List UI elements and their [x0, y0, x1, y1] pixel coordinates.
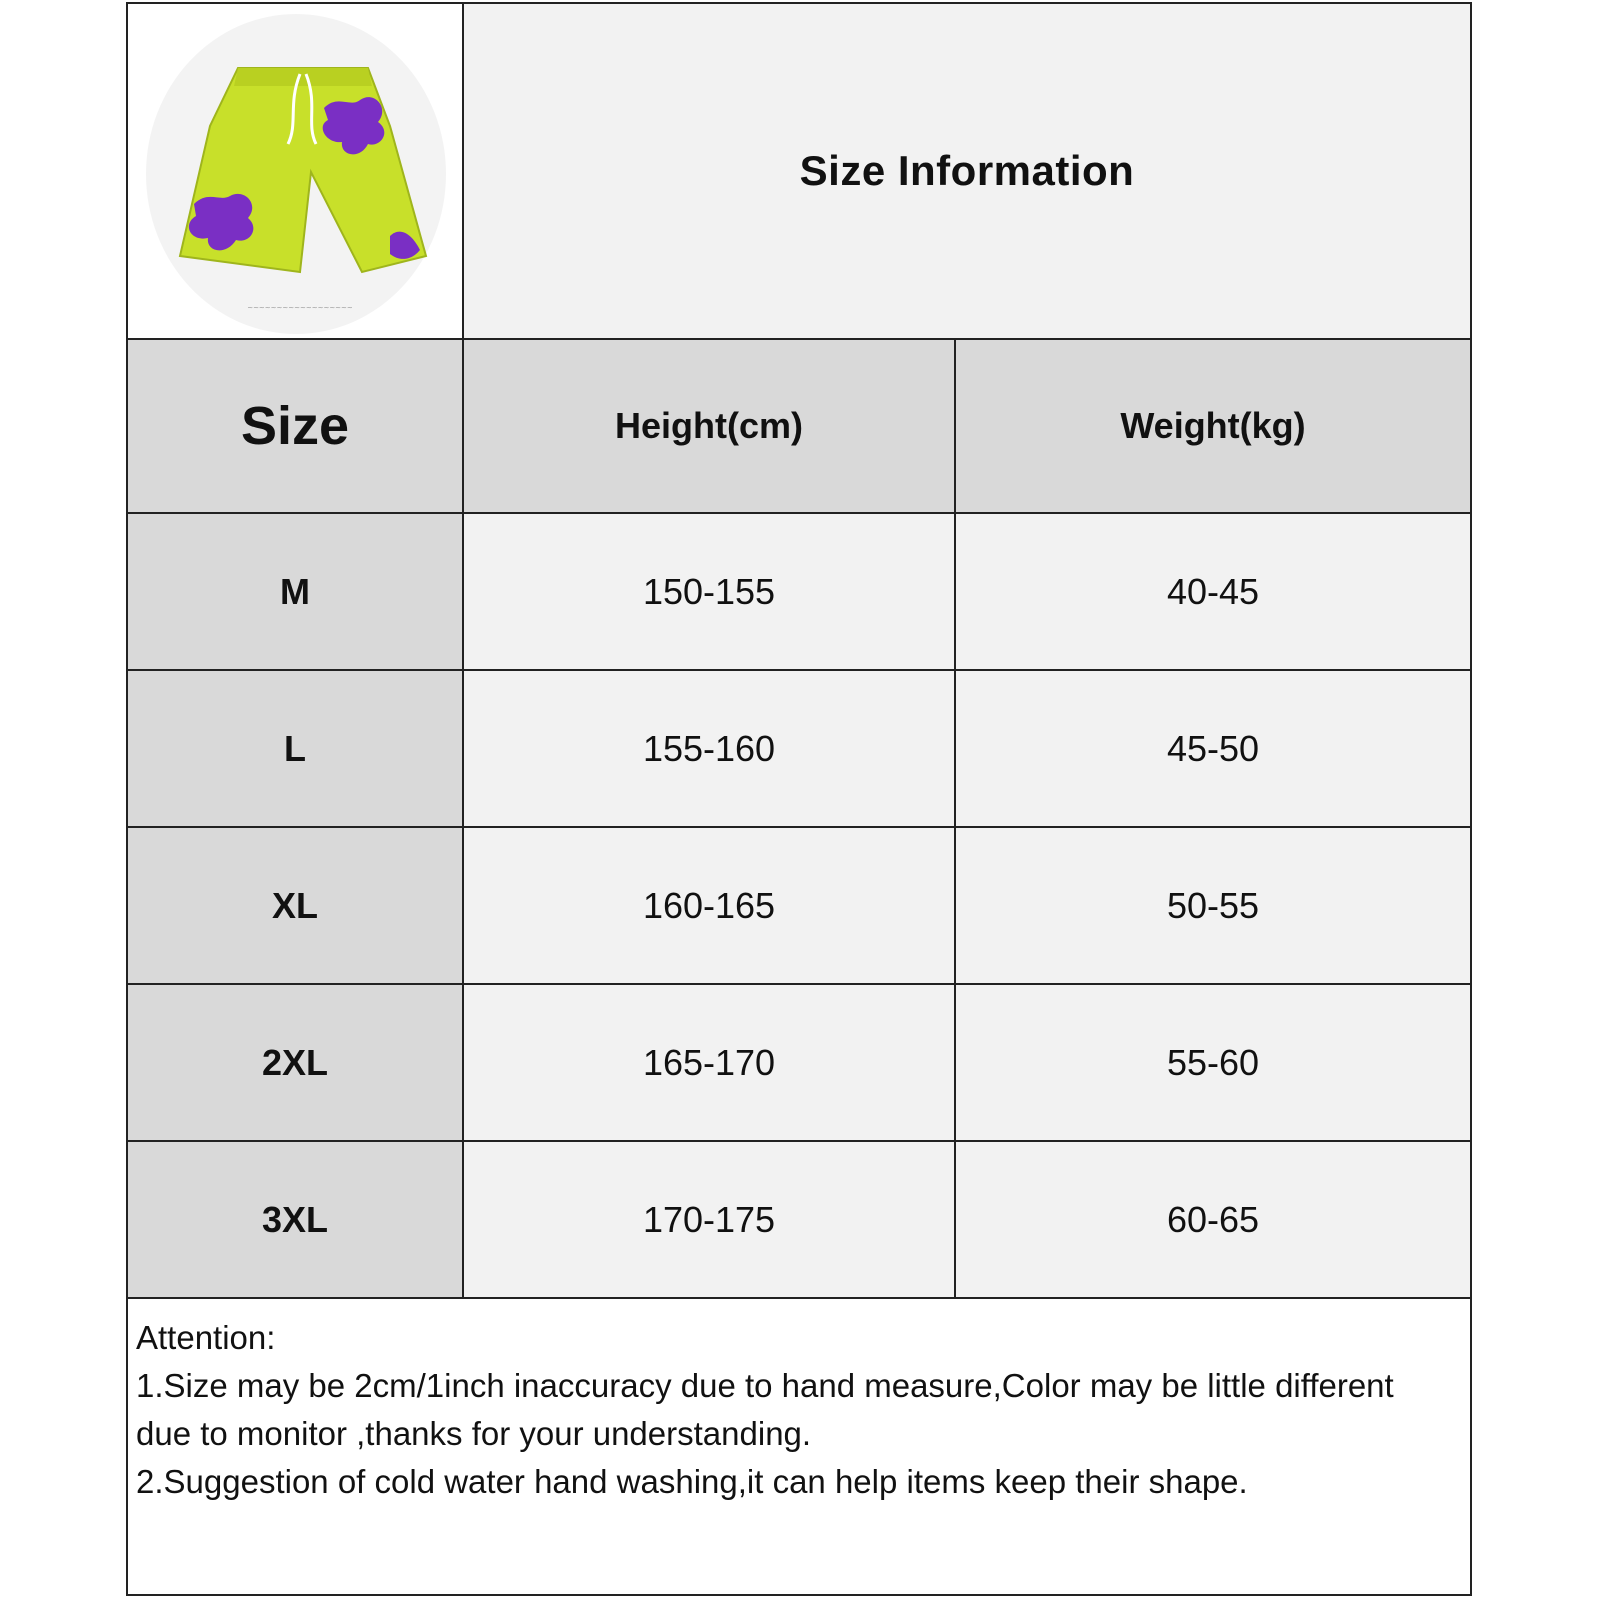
grid-divider — [128, 1140, 1470, 1142]
size-label: 2XL — [261, 1041, 329, 1083]
weight-value: 60-65 — [1166, 1198, 1260, 1240]
table-row-weight — [956, 514, 1470, 669]
product-image — [128, 4, 462, 338]
attention-notes — [136, 1314, 1456, 1506]
notes-heading: Attention: — [136, 1319, 276, 1356]
grid-divider — [954, 338, 956, 1299]
weight-value: 45-50 — [1166, 727, 1260, 769]
height-value: 150-155 — [642, 570, 776, 612]
header-size-cell — [128, 340, 462, 512]
weight-value: 55-60 — [1166, 1041, 1260, 1083]
weight-value: 50-55 — [1166, 884, 1260, 926]
grid-divider — [128, 983, 1470, 985]
table-row-height — [464, 514, 954, 669]
column-header-size: Size — [240, 396, 350, 456]
table-row-size — [128, 671, 462, 826]
size-label: M — [280, 570, 310, 612]
column-header-height: Height(cm) — [615, 405, 803, 446]
size-label: XL — [271, 884, 318, 926]
shorts-illustration — [128, 4, 462, 338]
title-cell — [464, 4, 1470, 338]
table-row-size — [128, 828, 462, 983]
header-height-cell — [464, 340, 954, 512]
svg-text:~~~~~~~~~~~~~~~~~~: ~~~~~~~~~~~~~~~~~~ — [247, 304, 353, 312]
table-row-weight — [956, 1142, 1470, 1297]
grid-divider — [128, 338, 1470, 340]
table-row-height — [464, 985, 954, 1140]
height-value: 170-175 — [642, 1198, 776, 1240]
grid-divider — [128, 1297, 1470, 1299]
grid-divider — [128, 826, 1470, 828]
table-row-weight — [956, 985, 1470, 1140]
table-row-height — [464, 828, 954, 983]
weight-value: 40-45 — [1166, 570, 1260, 612]
page-title: Size Information — [799, 147, 1135, 194]
table-row-size — [128, 985, 462, 1140]
height-value: 165-170 — [642, 1041, 776, 1083]
table-row-weight — [956, 828, 1470, 983]
height-value: 155-160 — [642, 727, 776, 769]
grid-divider — [128, 669, 1470, 671]
grid-divider — [128, 512, 1470, 514]
note-line-1: 1.Size may be 2cm/1inch inaccuracy due to hand measure,Color may be little different due to monitor ,thanks for your understanding. — [136, 1367, 1394, 1452]
table-row-height — [464, 671, 954, 826]
size-chart — [126, 2, 1472, 1596]
height-value: 160-165 — [642, 884, 776, 926]
table-row-height — [464, 1142, 954, 1297]
table-row-weight — [956, 671, 1470, 826]
grid-divider — [462, 4, 464, 1299]
header-weight-cell — [956, 340, 1470, 512]
size-label: 3XL — [261, 1198, 329, 1240]
table-row-size — [128, 1142, 462, 1297]
size-label: L — [284, 727, 306, 769]
note-line-2: 2.Suggestion of cold water hand washing,it can help items keep their shape. — [136, 1463, 1248, 1500]
column-header-weight: Weight(kg) — [1120, 405, 1306, 446]
table-row-size — [128, 514, 462, 669]
